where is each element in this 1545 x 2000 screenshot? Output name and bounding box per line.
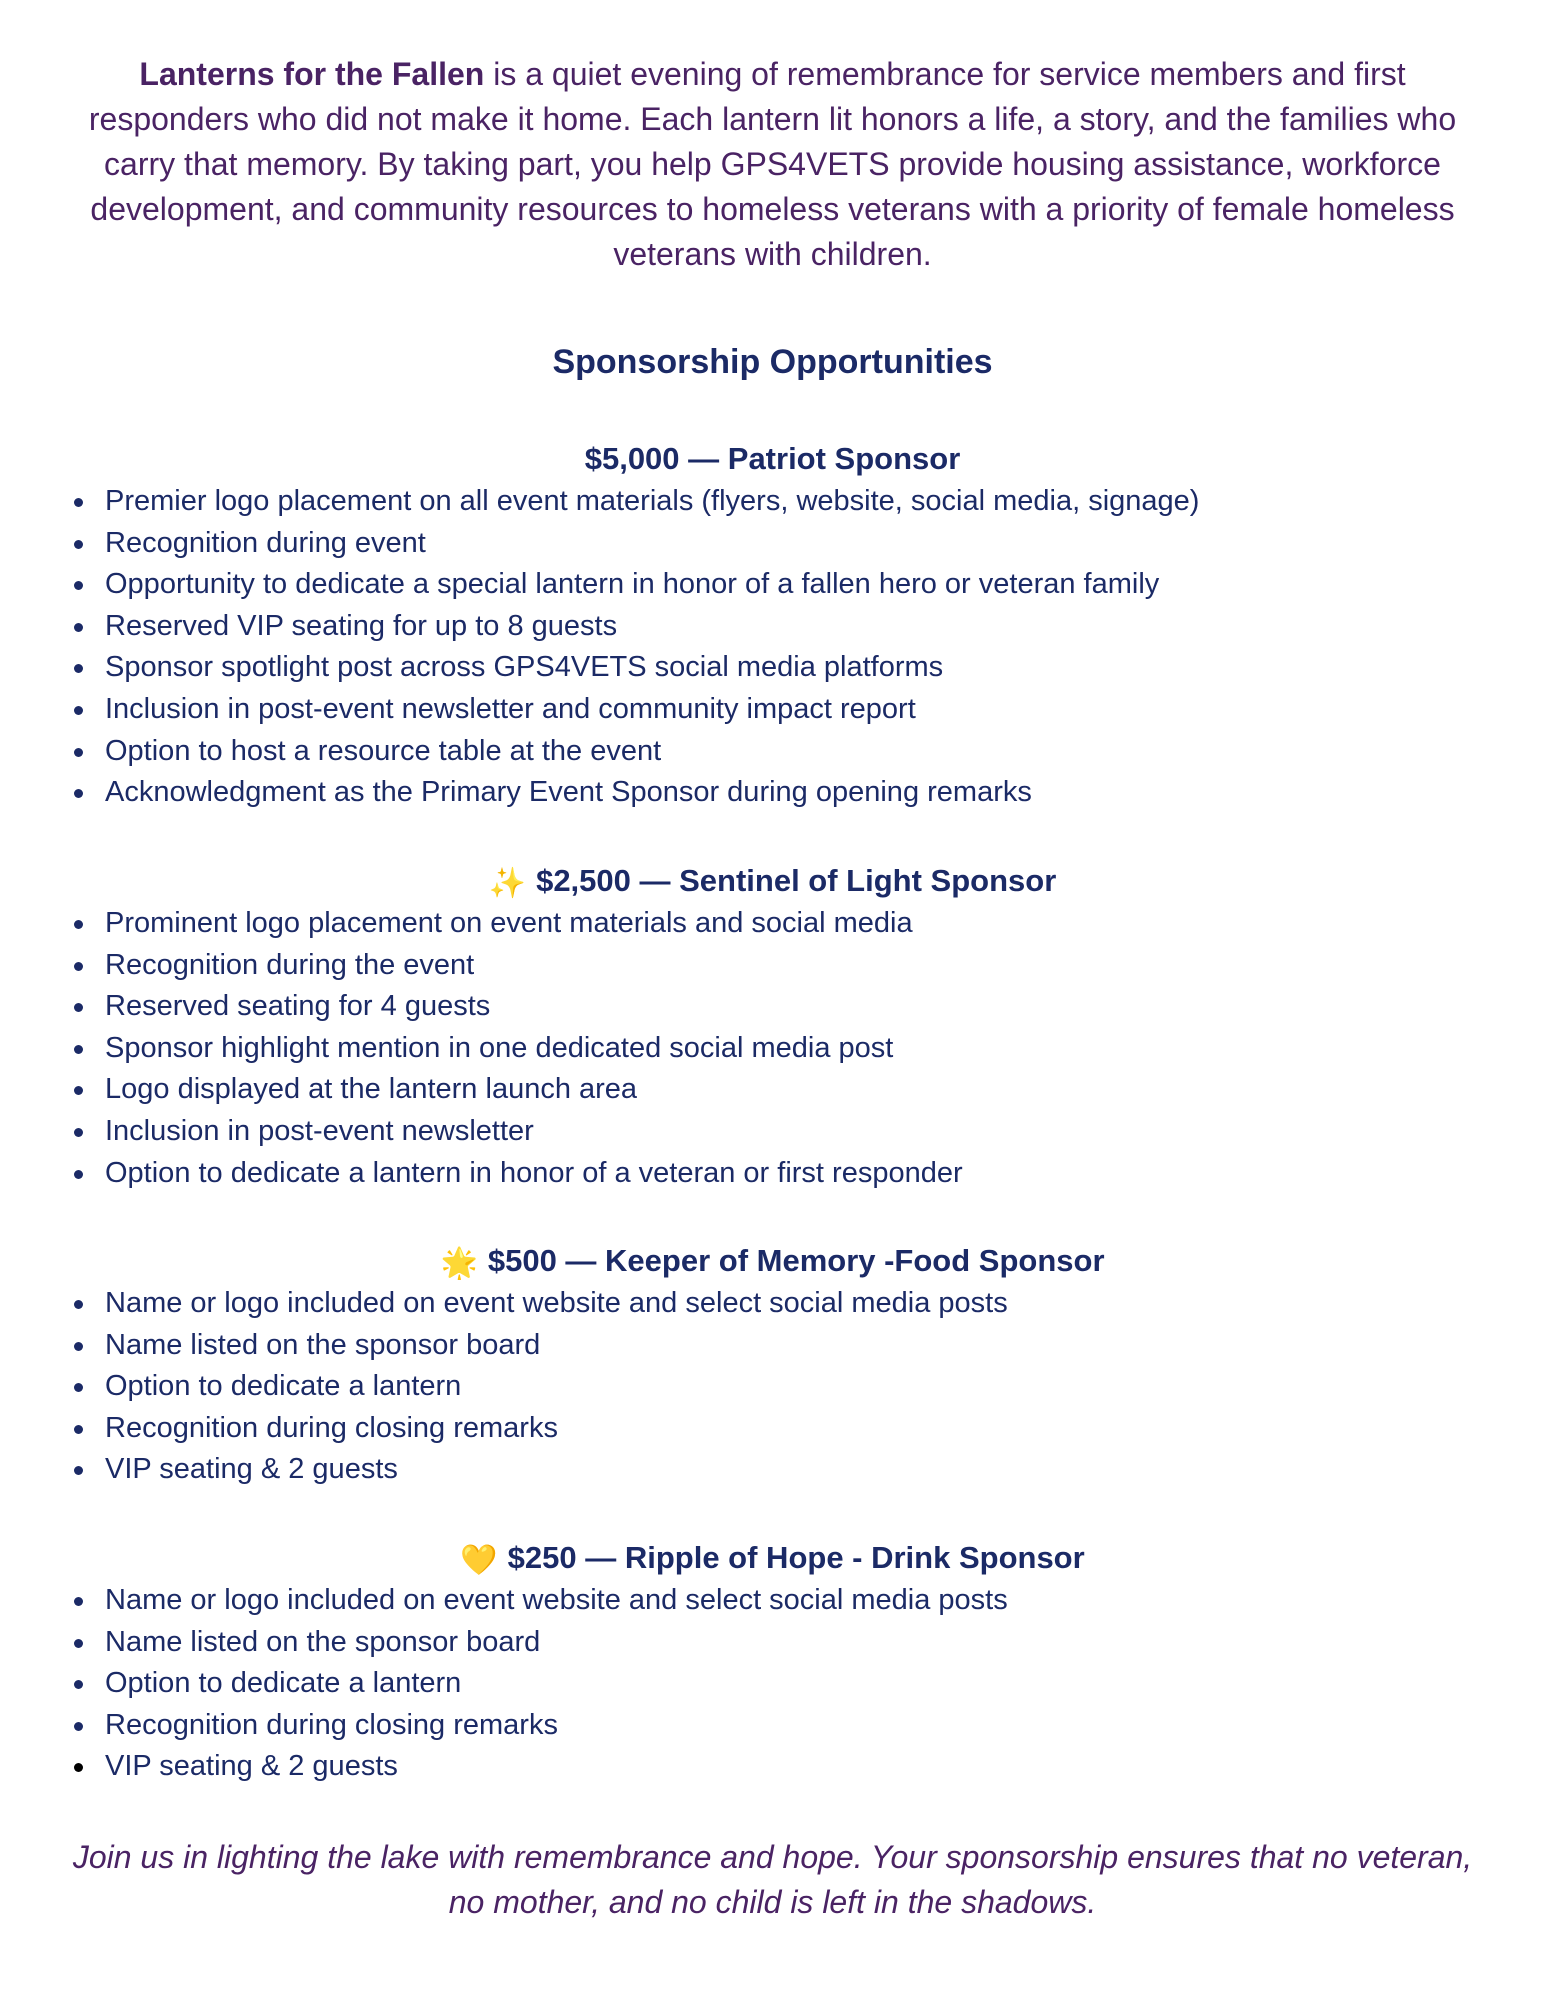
tier-benefits-list [0, 1580, 1545, 1788]
sparkles-icon: ✨ [488, 867, 527, 900]
tier-sentinel-of-light [0, 859, 1545, 1194]
list-item-text: Recognition during event [105, 526, 426, 559]
tier-heading [0, 1536, 1545, 1580]
list-item [0, 1580, 1545, 1622]
bullet-icon [74, 1763, 83, 1772]
list-item [0, 606, 1545, 648]
list-item [0, 1705, 1545, 1747]
list-item [0, 945, 1545, 987]
list-item-text: Acknowledgment as the Primary Event Sponsor during opening remarks [105, 776, 1032, 809]
list-item [0, 1325, 1545, 1367]
bullet-icon [74, 1466, 83, 1475]
bullet-icon [74, 920, 83, 929]
tier-ripple-of-hope [0, 1536, 1545, 1788]
tier-keeper-of-memory [0, 1239, 1545, 1491]
closing-statement: Join us in lighting the lake with remembrance and hope. Your sponsorship ensures that no veteran, no mother, and no child is left in the shadows. [72, 1839, 1473, 1920]
list-item [0, 1283, 1545, 1325]
tier-heading-text: $500 — Keeper of Memory -Food Sponsor [487, 1243, 1105, 1278]
bullet-icon [74, 1425, 83, 1434]
list-item [0, 903, 1545, 945]
list-item-text: Sponsor spotlight post across GPS4VETS social media platforms [105, 651, 944, 684]
bullet-icon [74, 540, 83, 549]
list-item [0, 1069, 1545, 1111]
tier-heading [0, 859, 1545, 903]
tier-heading [0, 437, 1545, 481]
bullet-icon [74, 581, 83, 590]
list-item [0, 1449, 1545, 1491]
list-item-text: Name listed on the sponsor board [105, 1625, 541, 1658]
list-item [0, 1746, 1545, 1788]
list-item [0, 689, 1545, 731]
bullet-icon [74, 1300, 83, 1309]
list-item-text: Inclusion in post-event newsletter and community impact report [105, 692, 916, 725]
bullet-icon [74, 748, 83, 757]
yellow-heart-icon: 💛 [460, 1544, 498, 1577]
list-item-text: Recognition during closing remarks [105, 1411, 558, 1444]
list-item [0, 1622, 1545, 1664]
list-item-text: Prominent logo placement on event materials and social media [105, 907, 913, 939]
list-item [0, 1028, 1545, 1070]
list-item-text: Option to dedicate a lantern in honor of a veteran or first responder [105, 1156, 963, 1189]
bullet-icon [74, 498, 83, 507]
list-item-text: Opportunity to dedicate a special lantern in honor of a fallen hero or veteran family [105, 568, 1160, 601]
list-item [0, 564, 1545, 606]
tier-heading-text: $250 — Ripple of Hope - Drink Sponsor [507, 1540, 1085, 1575]
intro-body: is a quiet evening of remembrance for service members and first responders who did not make it home. Each lantern lit honors a life, a story, and the families who carry that memory. By taking part, you help GPS4VETS provide housing assistance, workforce development, and community resources to homeless veterans with a priority of female homeless veterans with children. [88, 56, 1457, 272]
list-item-text: Option to dedicate a lantern [105, 1370, 462, 1403]
list-item [0, 1111, 1545, 1153]
list-item-text: Option to dedicate a lantern [105, 1667, 462, 1700]
list-item-text: Logo displayed at the lantern launch area [105, 1073, 638, 1106]
bullet-icon [74, 623, 83, 632]
list-item [0, 647, 1545, 689]
list-item [0, 1408, 1545, 1450]
list-item-text: Inclusion in post-event newsletter [105, 1114, 534, 1147]
tier-heading [0, 1239, 1545, 1283]
list-item [0, 1153, 1545, 1195]
list-item [0, 731, 1545, 773]
tier-heading-text: $5,000 — Patriot Sponsor [584, 441, 961, 476]
list-item-text: Name or logo included on event website and select social media posts [105, 1584, 1008, 1616]
bullet-icon [74, 1680, 83, 1689]
bullet-icon [74, 1597, 83, 1606]
bullet-icon [74, 1128, 83, 1137]
list-item-text: VIP seating & 2 guests [105, 1750, 398, 1783]
list-item-text: Recognition during closing remarks [105, 1708, 558, 1741]
list-item [0, 523, 1545, 565]
section-title: Sponsorship Opportunities [552, 343, 993, 381]
tier-patriot [0, 437, 1545, 814]
list-item-text: Name or logo included on event website and select social media posts [105, 1287, 1008, 1319]
intro-paragraph [70, 52, 1475, 277]
list-item-text: VIP seating & 2 guests [105, 1453, 398, 1486]
list-item-text: Option to host a resource table at the event [105, 734, 662, 767]
list-item-text: Reserved VIP seating for up to 8 guests [105, 609, 618, 642]
bullet-icon [74, 1045, 83, 1054]
list-item [0, 772, 1545, 814]
list-item-text: Reserved seating for 4 guests [105, 990, 491, 1023]
list-item [0, 1366, 1545, 1408]
bullet-icon [74, 1383, 83, 1392]
list-item [0, 1663, 1545, 1705]
bullet-icon [74, 1170, 83, 1179]
list-item-text: Sponsor highlight mention in one dedicated social media post [105, 1031, 894, 1064]
bullet-icon [74, 1003, 83, 1012]
list-item [0, 986, 1545, 1028]
tier-benefits-list [0, 481, 1545, 814]
list-item [0, 481, 1545, 523]
bullet-icon [74, 664, 83, 673]
list-item-text: Name listed on the sponsor board [105, 1328, 541, 1361]
glowing-star-icon: 🌟 [440, 1247, 478, 1280]
list-item-text: Premier logo placement on all event materials (flyers, website, social media, signage) [105, 485, 1200, 517]
list-item-text: Recognition during the event [105, 948, 475, 981]
bullet-icon [74, 1342, 83, 1351]
event-name: Lanterns for the Fallen [139, 56, 485, 92]
bullet-icon [74, 1086, 83, 1095]
bullet-icon [74, 789, 83, 798]
tier-benefits-list [0, 903, 1545, 1194]
tier-heading-text: $2,500 — Sentinel of Light Sponsor [536, 863, 1057, 898]
bullet-icon [74, 706, 83, 715]
bullet-icon [74, 962, 83, 971]
bullet-icon [74, 1639, 83, 1648]
bullet-icon [74, 1722, 83, 1731]
tier-benefits-list [0, 1283, 1545, 1491]
